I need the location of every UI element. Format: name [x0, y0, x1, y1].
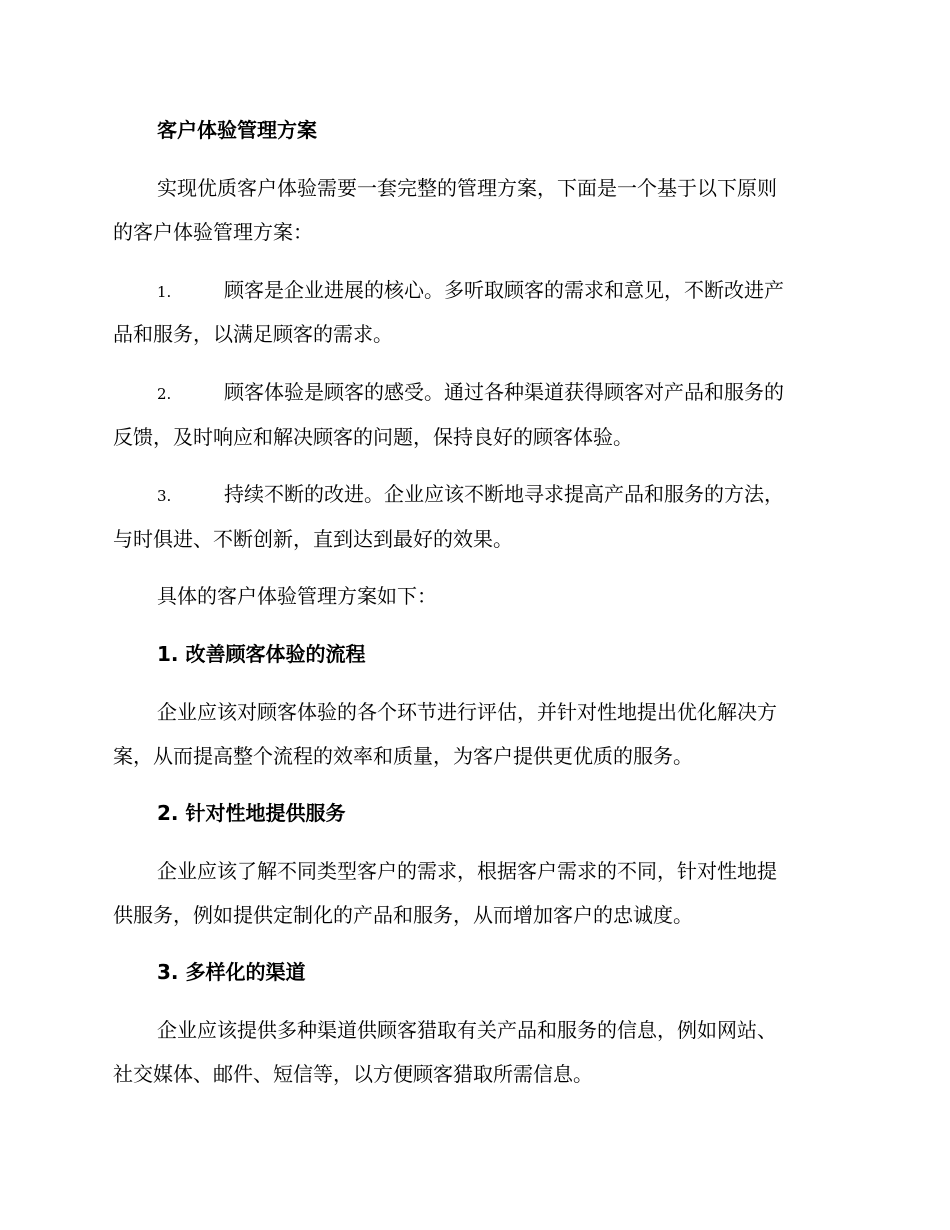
- principle-1-line-1: 顾客是企业进展的核心。多听取顾客的需求和意见，不断改进产: [224, 278, 784, 302]
- plan-intro: 具体的客户体验管理方案如下：: [157, 584, 437, 608]
- principle-3-number: 3.: [157, 487, 172, 505]
- section-3-line-1: 企业应该提供多种渠道供顾客猎取有关产品和服务的信息，例如网站、: [157, 1018, 777, 1042]
- principle-2-line-1: 顾客体验是顾客的感受。通过各种渠道获得顾客对产品和服务的: [224, 380, 784, 404]
- section-2-line-1: 企业应该了解不同类型客户的需求，根据客户需求的不同，针对性地提: [157, 859, 777, 883]
- intro-paragraph-line-2: 的客户体验管理方案：: [113, 220, 313, 244]
- document-title: 客户体验管理方案: [157, 118, 317, 142]
- principle-1-number: 1.: [157, 283, 172, 301]
- section-3-heading: 3. 多样化的渠道: [157, 960, 306, 984]
- principle-2-number: 2.: [157, 385, 172, 403]
- section-3-line-2: 社交媒体、邮件、短信等，以方便顾客猎取所需信息。: [113, 1062, 593, 1086]
- section-1-heading: 1. 改善顾客体验的流程: [157, 642, 366, 666]
- intro-paragraph-line-1: 实现优质客户体验需要一套完整的管理方案，下面是一个基于以下原则: [157, 176, 777, 200]
- section-2-heading: 2. 针对性地提供服务: [157, 801, 346, 825]
- principle-2-line-2: 反馈，及时响应和解决顾客的问题，保持良好的顾客体验。: [113, 425, 633, 449]
- principle-3-line-1: 持续不断的改进。企业应该不断地寻求提高产品和服务的方法，: [224, 482, 784, 506]
- section-2-line-2: 供服务，例如提供定制化的产品和服务，从而增加客户的忠诚度。: [113, 903, 693, 927]
- section-1-line-1: 企业应该对顾客体验的各个环节进行评估，并针对性地提出优化解决方: [157, 700, 777, 724]
- principle-3-line-2: 与时俱进、不断创新，直到达到最好的效果。: [113, 527, 513, 551]
- section-1-line-2: 案，从而提高整个流程的效率和质量，为客户提供更优质的服务。: [113, 744, 693, 768]
- principle-1-line-2: 品和服务，以满足顾客的需求。: [113, 322, 393, 346]
